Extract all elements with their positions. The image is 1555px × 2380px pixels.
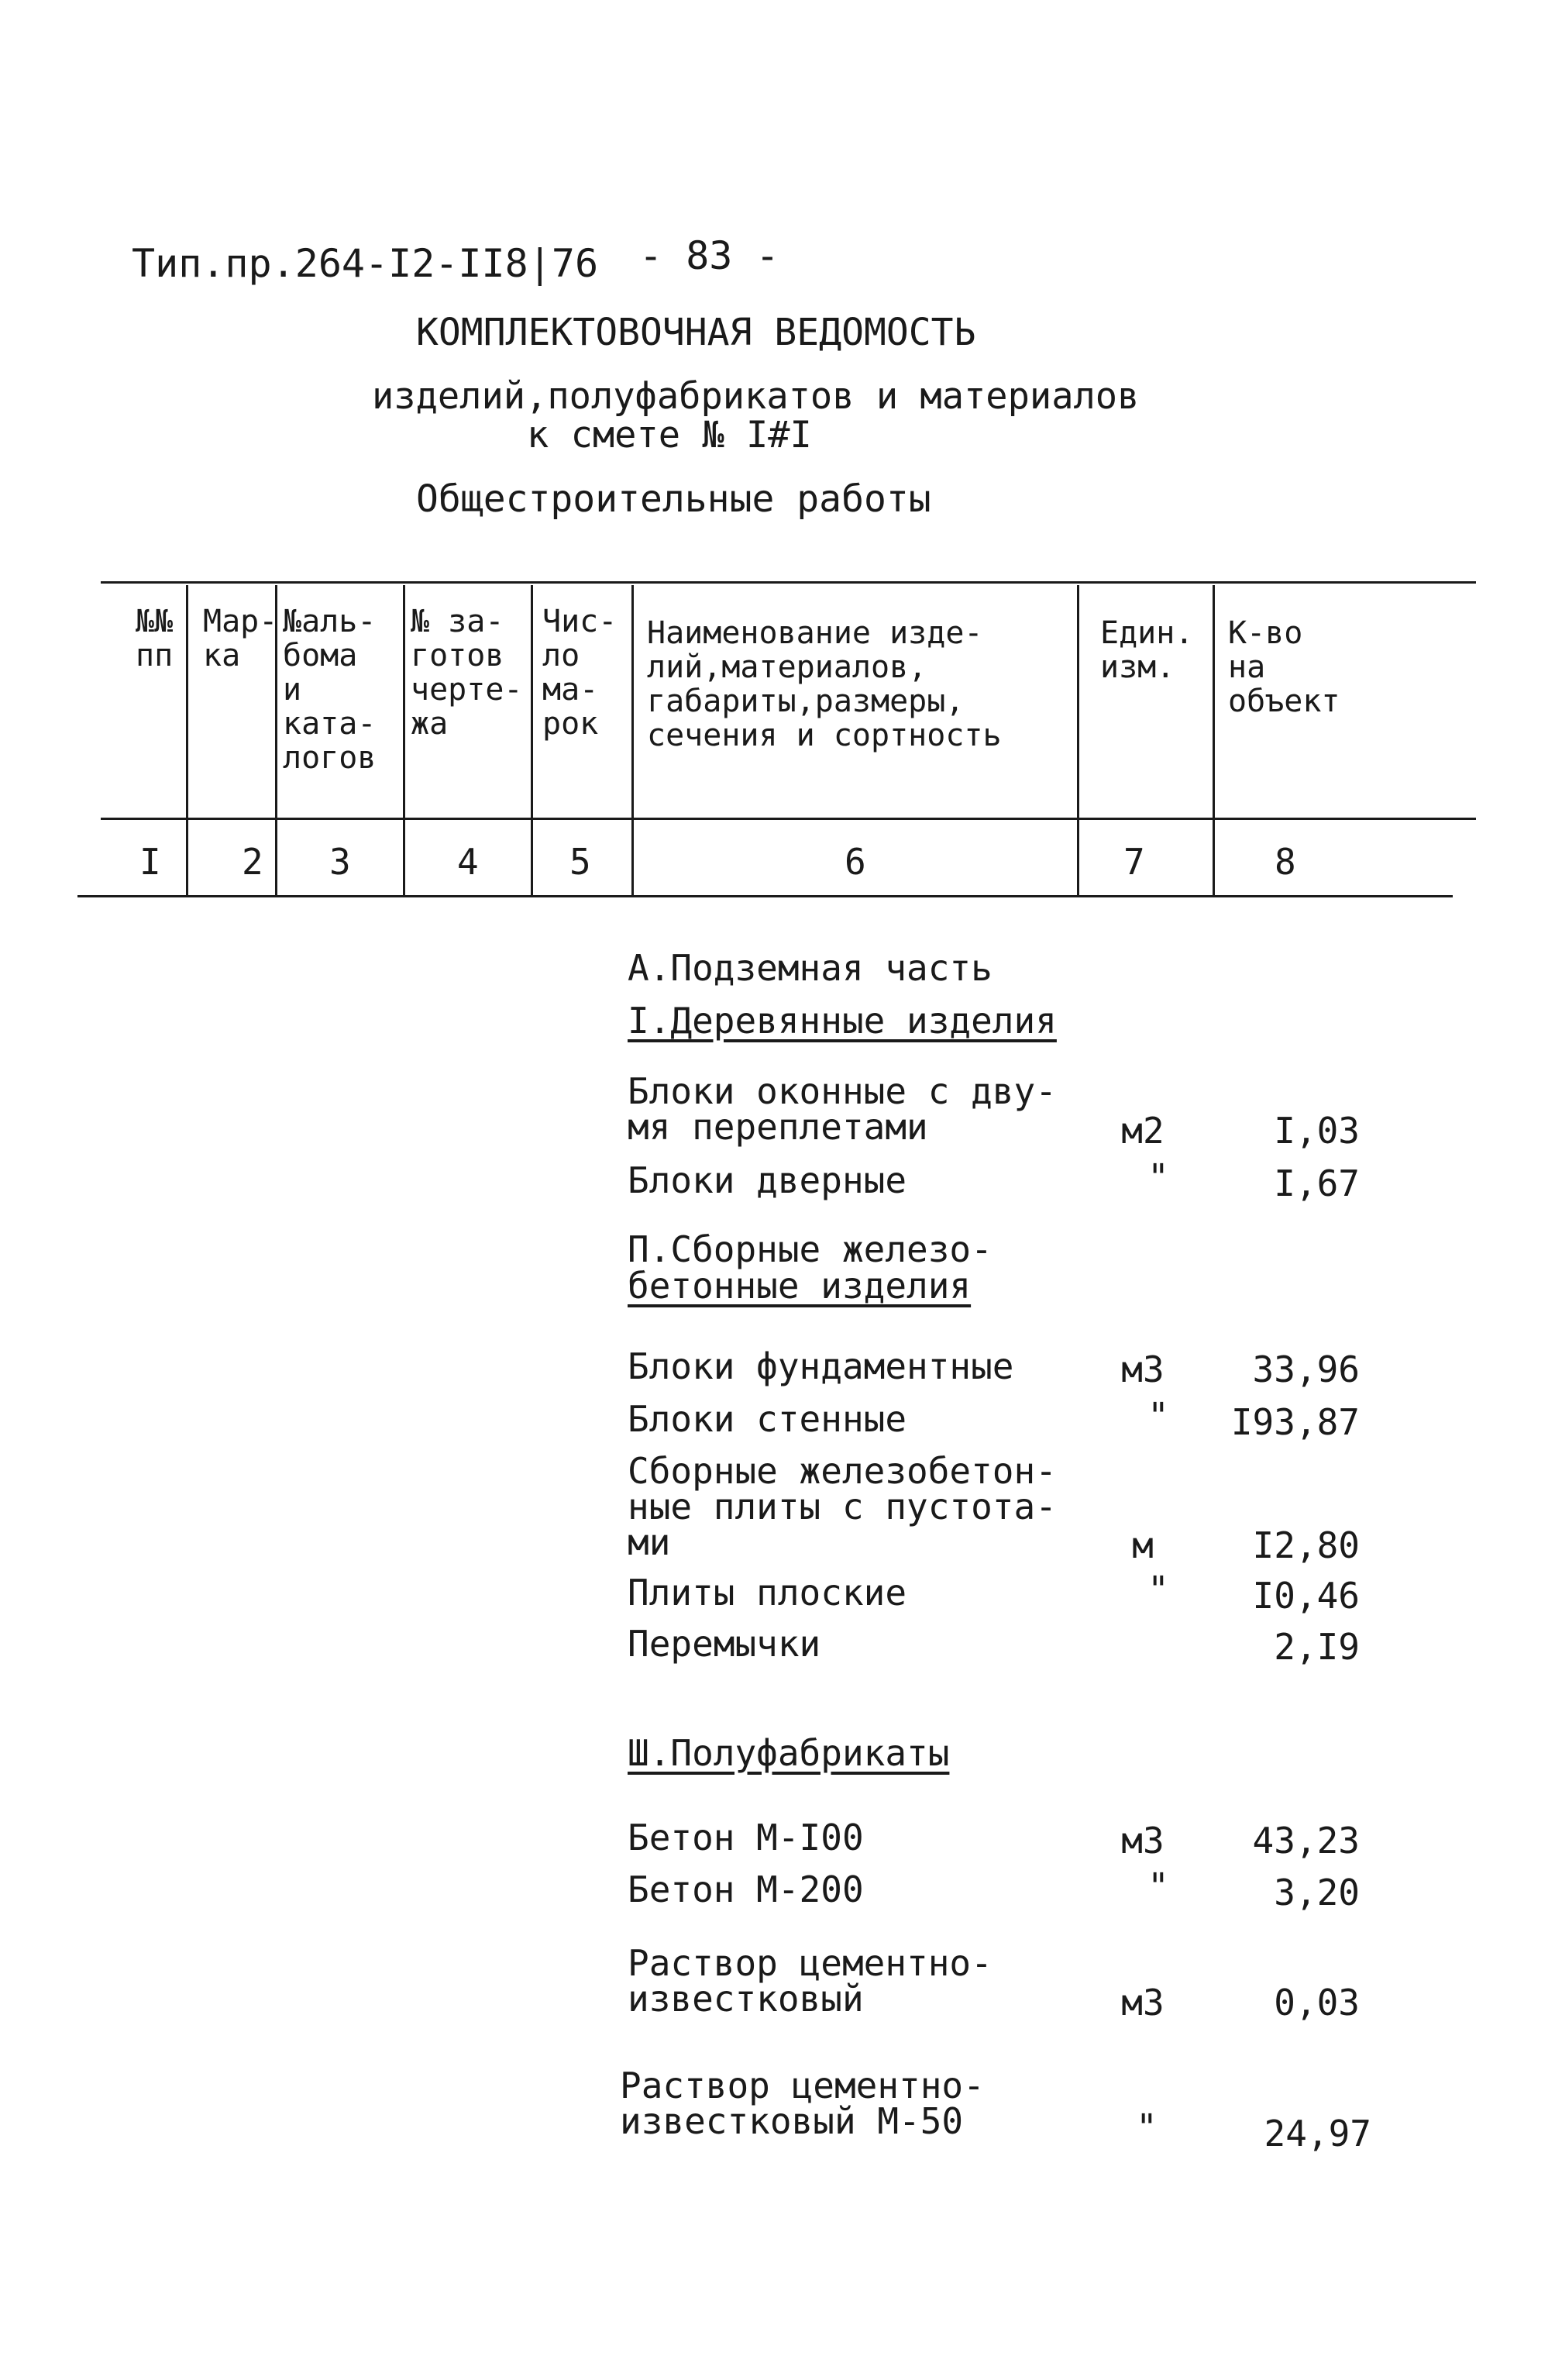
- row-unit: ": [1147, 1865, 1169, 1907]
- row-name: Блоки фундаментные: [628, 1345, 1014, 1387]
- section-heading-semifinished: Ш.Полуфабрикаты: [628, 1732, 950, 1774]
- column-header-album: №аль- бома и ката- логов: [283, 604, 377, 776]
- row-name: Блоки стенные: [628, 1398, 907, 1440]
- column-header-mark: Мар- ка: [203, 604, 278, 673]
- column-number: 4: [457, 841, 479, 883]
- row-name: Блоки дверные: [628, 1159, 907, 1201]
- section-heading-concrete: П.Сборные железо-: [628, 1228, 993, 1270]
- row-unit: ": [1147, 1569, 1169, 1610]
- column-number: 7: [1123, 841, 1145, 883]
- row-unit: м3: [1121, 1820, 1165, 1862]
- table-numbers-bottom-rule: [77, 895, 1453, 897]
- row-quantity: I2,80: [1252, 1524, 1360, 1566]
- column-separator: [531, 585, 533, 895]
- row-unit: м: [1132, 1524, 1154, 1566]
- column-header-name: Наименование изде- лий,материалов, габариты,размеры, сечения и сортность: [647, 615, 1002, 753]
- column-header-drawing: № за- готов черте- жа: [411, 604, 523, 742]
- row-name: Плиты плоские: [628, 1572, 907, 1614]
- row-name: Сборные железобетон- ные плиты с пустота- ми: [628, 1450, 1057, 1563]
- row-quantity: I93,87: [1230, 1401, 1360, 1443]
- table-top-rule: [101, 581, 1476, 584]
- column-header-number: №№ пп: [136, 604, 174, 673]
- document-subtitle: изделий,полуфабрикатов и материалов: [372, 375, 1140, 418]
- column-header-quantity: К-во на объект: [1228, 615, 1340, 719]
- row-name: Раствор цементно- известковый: [628, 1942, 993, 2020]
- table-header-bottom-rule: [101, 818, 1476, 820]
- column-number: 3: [329, 841, 351, 883]
- row-quantity: 33,96: [1252, 1348, 1360, 1390]
- column-number: I: [139, 841, 161, 883]
- column-separator: [403, 585, 405, 895]
- column-header-unit: Един. изм.: [1100, 615, 1194, 685]
- document-title: КОМПЛЕКТОВОЧНАЯ ВЕДОМОСТЬ: [416, 311, 976, 354]
- row-quantity: I,03: [1274, 1110, 1360, 1152]
- row-quantity: 2,I9: [1274, 1626, 1360, 1668]
- column-separator: [186, 585, 188, 895]
- row-quantity: 0,03: [1274, 1982, 1360, 2024]
- column-number: 6: [845, 841, 866, 883]
- row-unit: ": [1147, 1395, 1169, 1437]
- row-name: Бетон М-I00: [628, 1817, 864, 1858]
- row-unit: м3: [1121, 1982, 1165, 2024]
- row-unit: м3: [1121, 1348, 1165, 1390]
- row-quantity: I0,46: [1252, 1575, 1360, 1617]
- column-number: 5: [569, 841, 591, 883]
- row-name: Бетон М-200: [628, 1869, 864, 1910]
- row-quantity: I,67: [1274, 1162, 1360, 1204]
- page-number: - 83 -: [639, 233, 779, 278]
- column-header-count: Чис- ло ма- рок: [542, 604, 618, 742]
- column-number: 8: [1275, 841, 1296, 883]
- column-number: 2: [242, 841, 263, 883]
- document-reference: Тип.пр.264-I2-II8|76: [132, 241, 599, 286]
- section-heading-concrete-cont: бетонные изделия: [628, 1265, 972, 1307]
- row-name: Перемычки: [628, 1623, 821, 1665]
- row-unit: м2: [1121, 1110, 1165, 1152]
- estimate-reference: к смете № I#I: [527, 414, 812, 456]
- row-unit: ": [1147, 1156, 1169, 1198]
- row-unit: ": [1136, 2106, 1158, 2148]
- column-separator: [631, 585, 634, 895]
- part-heading: А.Подземная часть: [628, 947, 993, 989]
- row-quantity: 43,23: [1252, 1820, 1360, 1862]
- row-quantity: 3,20: [1274, 1872, 1360, 1913]
- row-name: Блоки оконные с дву- мя переплетами: [628, 1070, 1057, 1148]
- section-heading-wood: I.Деревянные изделия: [628, 1000, 1057, 1042]
- column-separator: [1077, 585, 1079, 895]
- row-quantity: 24,97: [1264, 2113, 1371, 2154]
- row-name: Раствор цементно- известковый М-50: [620, 2065, 985, 2142]
- column-separator: [1213, 585, 1215, 895]
- works-type: Общестроительные работы: [416, 477, 931, 521]
